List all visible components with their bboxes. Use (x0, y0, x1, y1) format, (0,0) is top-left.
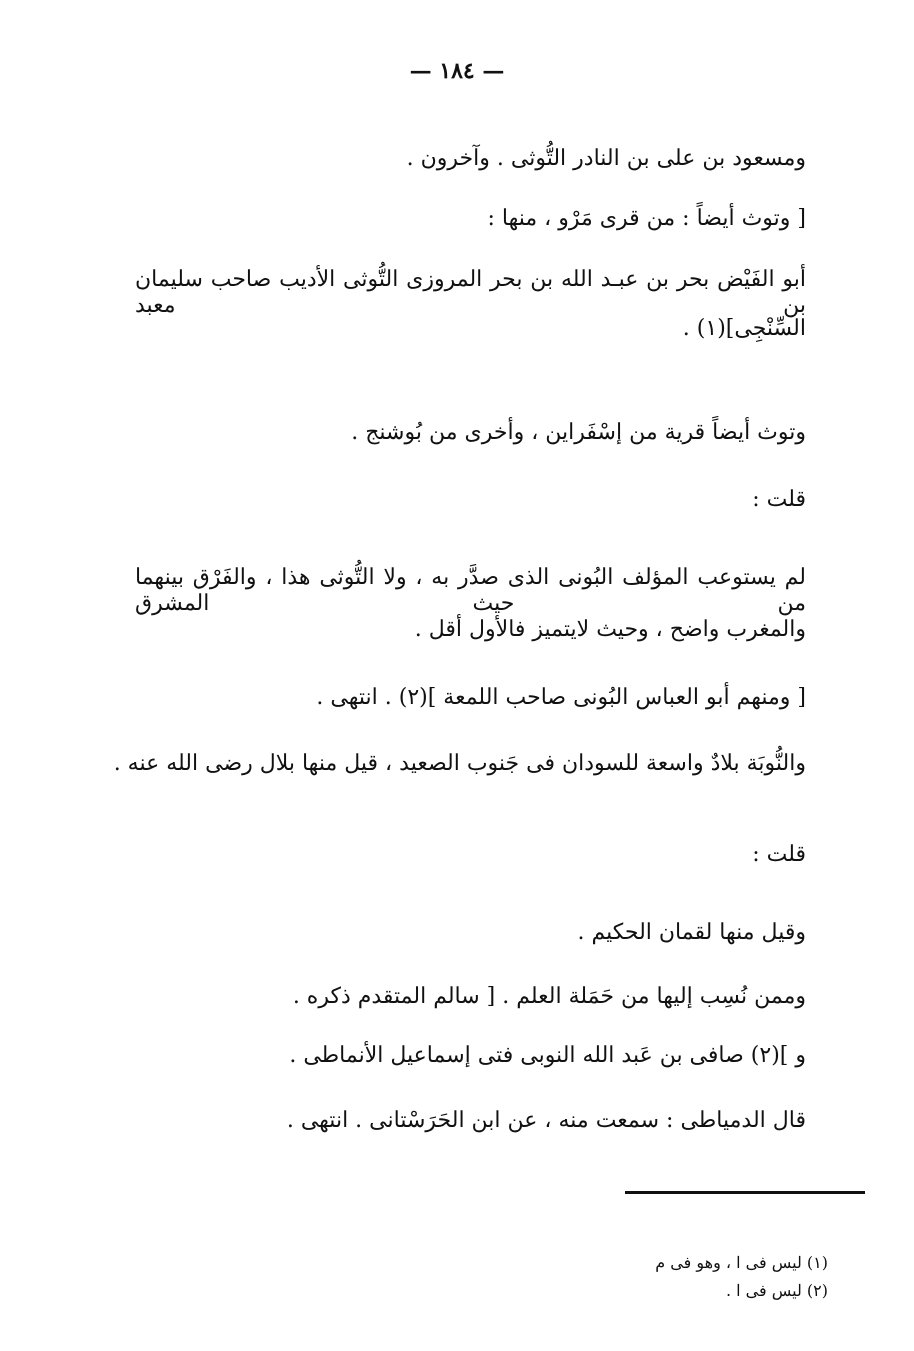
text-line-10: والنُّوبَة بلادٌ واسعة للسودان فى جَنوب الصعيد ، قيل منها بلال رضى الله عنه . (113, 751, 806, 776)
text-line-3: أبو الفَيْض بحر بن عبـد الله بن بحر المروزى التُّوثى الأديب صاحب سليمان بن معبد (135, 267, 806, 319)
page-number: — ١٨٤ — (409, 58, 505, 84)
footnote-separator (625, 1191, 865, 1194)
text-line-13: وممن نُسِب إليها من حَمَلة العلم . [ سالم المتقدم ذكره . (292, 984, 806, 1009)
text-line-1: ومسعود بن على بن النادر التُّوثى . وآخرون . (406, 146, 806, 171)
text-line-11: قلت : (752, 842, 806, 867)
text-line-6: قلت : (752, 487, 806, 512)
footnote-2: (٢) ليس فى ا . (725, 1281, 828, 1300)
text-line-4: السِّنْجِى](١) . (682, 316, 806, 341)
text-line-9: [ ومنهم أبو العباس البُونى صاحب اللمعة ](٢) . انتهى . (316, 685, 806, 710)
text-line-15: قال الدمياطى : سمعت منه ، عن ابن الحَرَسْتانى . انتهى . (286, 1108, 806, 1133)
footnote-1: (١) ليس فى ا ، وهو فى م (655, 1253, 828, 1272)
text-line-7: لم يستوعب المؤلف البُونى الذى صدَّر به ، ولا التُّوثى هذا ، والفَرْق بينهما من حيث المشرق (135, 565, 806, 617)
text-line-8: والمغرب واضح ، وحيث لايتميز فالأول أقل . (414, 617, 806, 642)
text-line-14: و ](٢) صافى بن عَبد الله النوبى فتى إسماعيل الأنماطى . (289, 1043, 806, 1068)
text-line-12: وقيل منها لقمان الحكيم . (577, 920, 806, 945)
text-line-2: [ وتوث أيضاً : من قرى مَرْو ، منها : (487, 206, 806, 231)
text-line-5: وتوث أيضاً قرية من إسْفَراين ، وأخرى من بُوشنج . (351, 420, 806, 445)
